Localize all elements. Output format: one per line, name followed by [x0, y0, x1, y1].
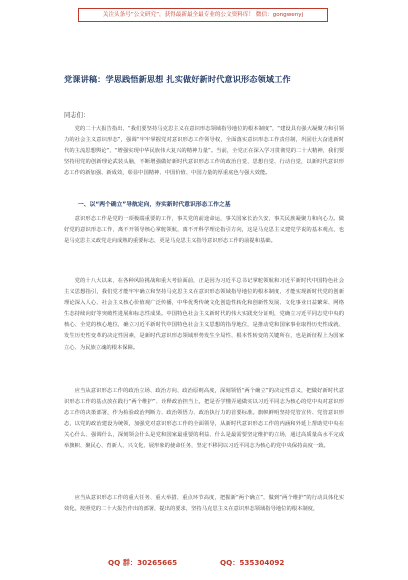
paragraph-2: 意识形态工作是党的一项极端重要的工作，事关党的前途命运，事关国家长治久安，事关民族凝聚力和向心力。做好党的意识形态工作，离不开领导核心掌舵领航，离不开科学理论指引方向，这是马克思主义建党学说的基本观点，也是马克思主义政党走向成熟的重要标志，更是马克思主义指导意识形态工作的前提和基础。 — [64, 216, 344, 245]
paragraph-4: 应当从意识形态工作的政治立场、政治方向、政治原则高度，深刻领悟“两个确立”的决定性意义，把做好新时代意识形态工作的基点放在践行“两个维护”、诠释政治担当上，把是否学懂弄通做实以习近平同志为核心的党中央对意识形态工作的决策部署，作为检验政治判断力、政治领悟力、政治执行力的首要标准。旗帜鲜明坚持党管宣传、党管意识形态，以党的政治建设为统领，加强党对意识形态工作的全面领导，从新时代意识形态工作的内涵和外延上帮助党中央在关心什么、强调什么，深刻领会什么是党和国家最重要的利益、什么是最需要坚定维护的立场，通过高质量高水平完成举旗帜、聚民心、育新人、兴文化、展形象的使命任务，坚定不移同以习近平同志为核心的党中央保持高度一致。 — [64, 388, 344, 450]
section-heading-1: 一、以“两个确立”导航定向，夯实新时代意识形态工作之基 — [78, 202, 231, 208]
paragraph-intro: 党的二十大报告指出，“我们要坚持马克思主义在意识形态领域指导地位的根本制度”，“建设具有强大凝聚力和引领力的社会主义意识形态”，强调“牢牢掌握党对意识形态工作领导权，全面落实意识形态工作责任制，巩固壮大奋进新时代的主流思想舆论”，“增强实现中华民族伟大复兴的精神力量”。当前，全党正在深入学习贯彻党的二十大精神，我们要坚持用党的创新理论武装头脑，不断增强做好新时代意识形态工作的政治自觉、思想自觉、行动自觉，以新时代意识形态工作的新加强、新成效，彰显中国精神、中国价值、中国力量的厚重底色与强大效能。 — [64, 126, 344, 177]
document-title: 党课讲稿：学思践悟新思想 扎实做好新时代意识形态领域工作 — [64, 74, 291, 84]
footer-qq-contact: QQ：535304092 — [220, 558, 285, 567]
footer — [0, 556, 408, 572]
salutation: 同志们： — [64, 112, 90, 119]
footer-qq-group: QQ 群：30265665 — [108, 558, 178, 567]
paragraph-5: 应当从意识形态工作的重大任务、重大举措、重点环节高度，把握新“两个确立”，做到“两个维护”的行动具体化实效化。按照党的二十大报告作出的部署，提出的要求，坚持马克思主义在意识形态领域指导地位的根本制度， — [64, 495, 344, 513]
paragraph-3: 党的十八大以来，在各种风险挑战和重大考验面前，正是因为习近平总书记掌舵领航和习近平新时代中国特色社会主义思想指引，我们党才能牢牢确立和坚持马克思主义在意识形态领域指导地位的根本制度，才能实现新时代党的创新理论深入人心、社会主义核心价值观广泛传播，中华优秀传统文化创造性转化和创新性发展、文化事业日益繁荣、网络生态持续向好等突破性进展和标志性成果。中国特色社会主义新时代的伟大实践充分证明，党确立习近平同志党中央的核心、全党的核心地位，确立习近平新时代中国特色社会主义思想的指导地位，是推动党和国家事业取得历史性成就、发生历史性变革的决定性因素，是新时代意识形态领域形势发生全局性、根本性转变的关键所在，也是新征程上为国家立心、为民族立魂的根本保障。 — [64, 278, 344, 351]
top-banner: 关注头条号“公文研究”，获得最新最全最专业的公文资料库！ 微信：gongwenyj — [78, 8, 328, 22]
